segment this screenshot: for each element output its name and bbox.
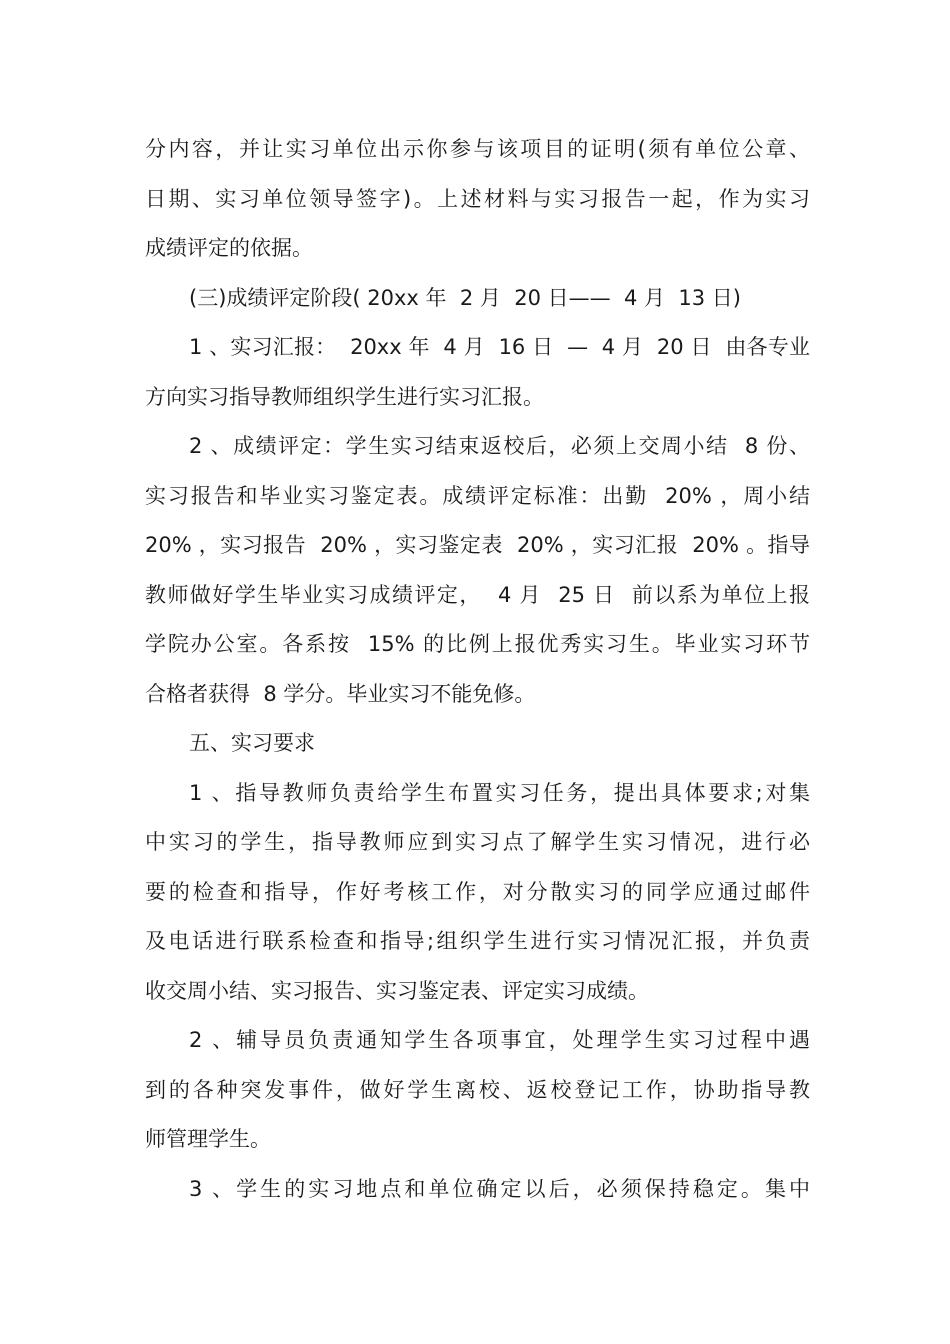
text-line: 3 、学生的实习地点和单位确定以后，必须保持稳定。集中 — [189, 1176, 810, 1201]
text-line: 合格者获得 8 学分。毕业实习不能免修。 — [145, 681, 536, 706]
text-line: 到的各种突发事件，做好学生离校、返校登记工作，协助指导教 — [145, 1077, 810, 1102]
text-line: 成绩评定的依据。 — [145, 236, 313, 260]
text-line: 及电话进行联系检查和指导;组织学生进行实习情况汇报，并负责 — [145, 929, 810, 953]
document-body — [145, 125, 810, 1214]
text-line: 要的检查和指导，作好考核工作，对分散实习的同学应通过邮件 — [145, 879, 810, 904]
text-line: 分内容，并让实习单位出示你参与该项目的证明(须有单位公章、 — [145, 137, 810, 161]
text-line: 学院办公室。各系按 15% 的比例上报优秀实习生。毕业实习环节 — [145, 632, 810, 656]
text-line: 实习报告和毕业实习鉴定表。成绩评定标准：出勤 20% ，周小结 — [145, 483, 810, 508]
text-line: 20% ，实习报告 20% ，实习鉴定表 20% ，实习汇报 20% 。指导 — [145, 533, 810, 557]
text-line: 日期、实习单位领导签字)。上述材料与实习报告一起，作为实习 — [145, 186, 810, 211]
text-line: 1 、指导教师负责给学生布置实习任务，提出具体要求;对集 — [189, 780, 810, 805]
text-line: 收交周小结、实习报告、实习鉴定表、评定实习成绩。 — [145, 978, 649, 1003]
text-line: 1 、实习汇报： 20xx 年 4 月 16 日 — 4 月 20 日 由各专业 — [189, 335, 810, 359]
text-line: 2 、成绩评定：学生实习结束返校后，必须上交周小结 8 份、 — [189, 434, 810, 458]
text-line: 方向实习指导教师组织学生进行实习汇报。 — [145, 384, 544, 409]
text-line: 五、实习要求 — [189, 731, 315, 755]
text-line: 师管理学生。 — [145, 1127, 271, 1151]
text-line: (三)成绩评定阶段( 20xx 年 2 月 20 日—— 4 月 13 日) — [189, 285, 741, 310]
text-line: 中实习的学生，指导教师应到实习点了解学生实习情况，进行必 — [145, 830, 810, 854]
text-line: 教师做好学生毕业实习成绩评定， 4 月 25 日 前以系为单位上报 — [145, 582, 810, 607]
text-line: 2 、辅导员负责通知学生各项事宜，处理学生实习过程中遇 — [189, 1028, 810, 1052]
